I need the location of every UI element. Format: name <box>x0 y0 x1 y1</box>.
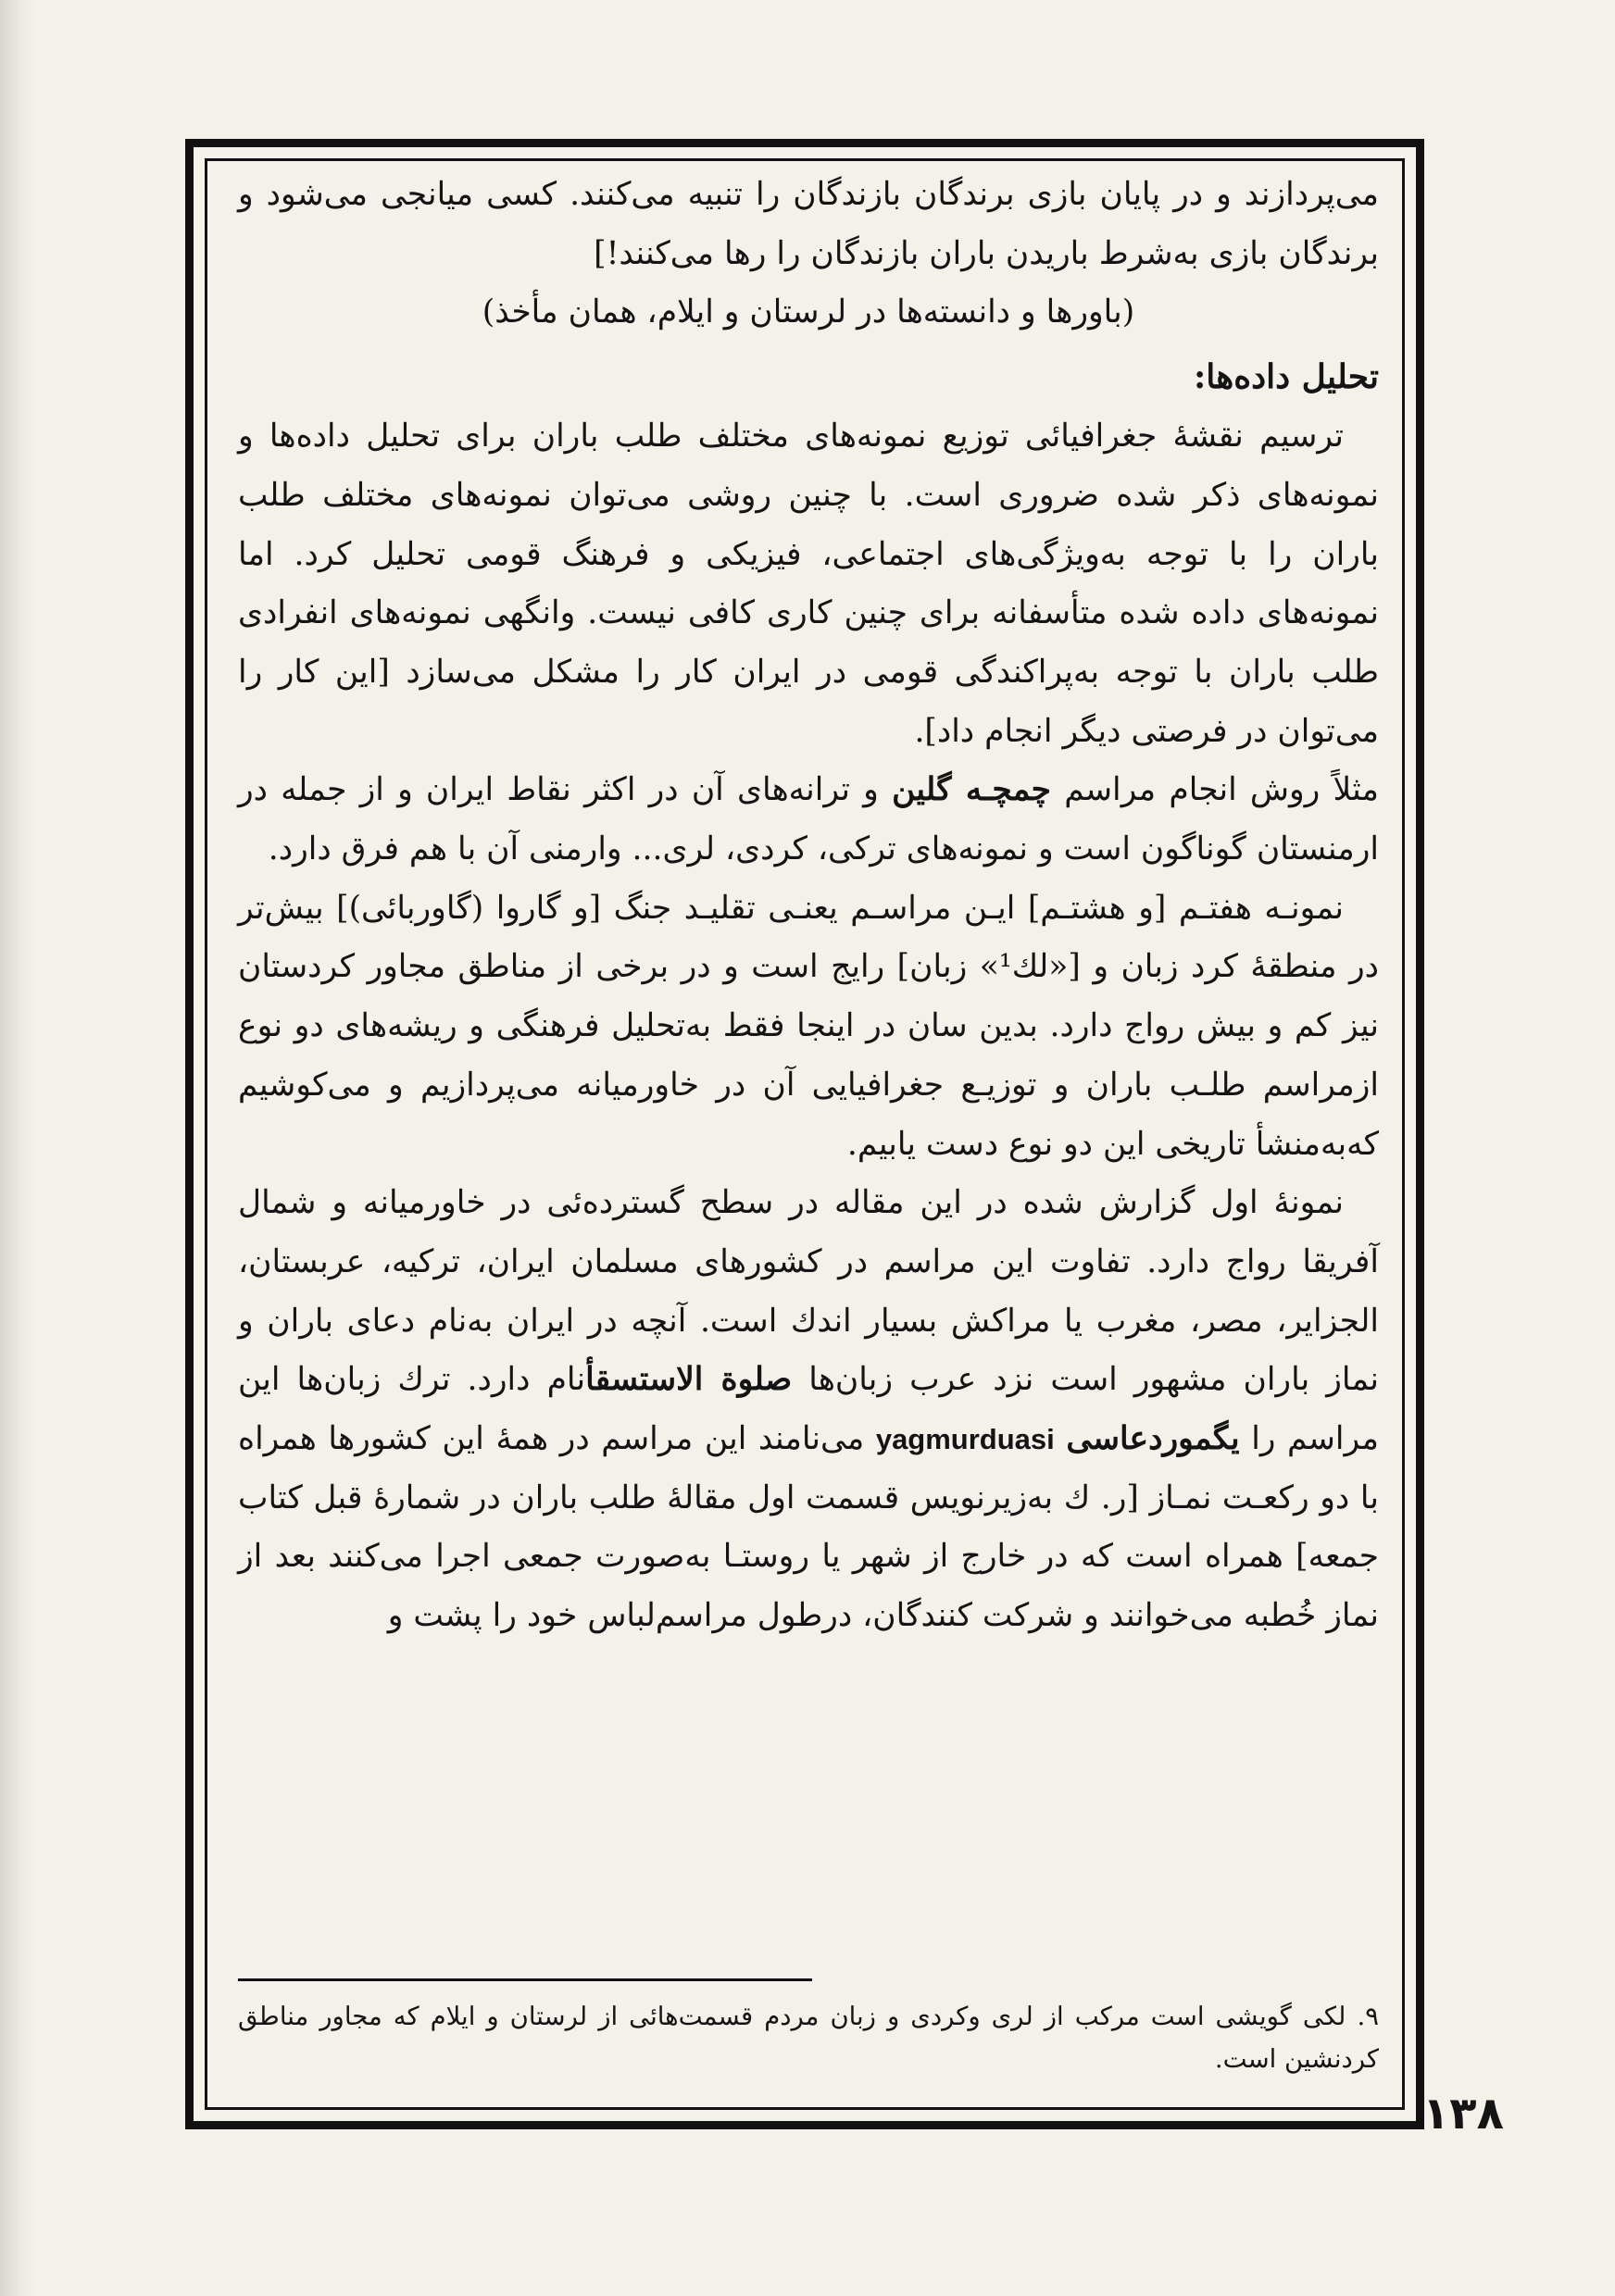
section-heading: تحلیل داده‌ها: <box>1193 357 1379 397</box>
paragraph-example-lead: مثلاً روش انجام مراسم <box>1064 771 1380 809</box>
paragraph-first-sample-rest: می‌نامند این مراسم در همهٔ این کشورها همراه با دو رکعـت نمـاز [ر. ك به‌زیرنویس قسمت اول مقالهٔ طلب باران در شمارهٔ قبل کتاب جمعه] همراه است که در خارج از شهر یا روستـا به‌صورت جمعی اجرا می‌کنند بعد از نماز خُطبه می‌خوانند و شرکت کنندگان، درطول مراسم‌لباس خود را پشت و <box>238 1420 1379 1635</box>
citation: (باورها و دانسته‌ها در لرستان و ایلام، همان مأخذ) <box>482 293 1135 331</box>
page-number: ۱۳۸ <box>1422 2088 1504 2140</box>
bold-term-salat-istisqa: صلوة الاستسقأ <box>585 1361 793 1399</box>
page-edge-shadow <box>0 0 33 2296</box>
paragraph-seventh-sample: نمونـه هفتـم [و هشتـم] ایـن مراسـم یعنـی تقلیـد جنگ [و گاروا (گاوربائی)] بیش‌تر در منطقهٔ کرد زبان و [«لك¹» زبان] رایج است و در برخی از مناطق مجاور کردستان نیز کم و بیش رواج دارد. بدین سان در اینجا فقط به‌تحلیل فرهنگی و ریشه‌های دو نوع ازمراسم طلـب باران و توزیـع جغرافیایی آن در خاورمیانه می‌پردازیم و می‌کوشیم که‌به‌منشأ تاریخی این دو نوع دست یابیم. <box>238 889 1380 1163</box>
paragraph-first-sample <box>238 1174 1379 1646</box>
paragraph-example <box>238 761 1379 879</box>
paragraph-example-rest: و ترانه‌های آن در اکثر نقاط ایران و از جمله در ارمنستان گوناگون است و نمونه‌های ترکی، کردی، لری... وارمنی آن با هم فرق دارد. <box>238 771 1379 868</box>
paragraph-first-sample-lead: نمونهٔ اول گزارش شده در این مقاله در سطح گسترده‌ئی در خاورمیانه و شمال آفریقا رواج دارد. تفاوت این مراسم در کشورهای مسلمان ایران، ترکیه، عربستان، الجزایر، مصر، مغرب یا مراکش بسیار اندك است. آنچه در ایران به‌نام دعای باران و نماز باران مشهور است نزد عرب زبان‌ها <box>238 1184 1379 1399</box>
page-border-frame <box>185 139 1424 2129</box>
footnote: ۹. لکی گویشی است مرکب از لری وکردی و زبان مردم قسمت‌هائی از لرستان و ایلام که مجاور مناطق کردنشین است. <box>238 2002 1379 2074</box>
paragraph-first-sample-mid: نام دارد. ترك زبان‌ها این مراسم را <box>238 1361 1379 1458</box>
page-content <box>238 166 1379 2103</box>
bold-term-turkish: یگموردعاسی <box>1066 1420 1240 1458</box>
paragraph-analysis: ترسیم نقشهٔ جغرافیائی توزیع نمونه‌های مختلف طلب باران برای تحلیل داده‌ها و نمونه‌های ذکر شده ضروری است. با چنین روشی می‌توان نمونه‌های مختلف طلب باران را با توجه به‌ویژگی‌های اجتماعی، فیزیکی و فرهنگ قومی تحلیل کرد. اما نمونه‌های داده شده متأسفانه برای چنین کاری کافی نیست. وانگهی نمونه‌های انفرادی طلب باران با توجه به‌پراکندگی قومی در ایران کار را مشکل می‌سازد [این کار را می‌توان در فرصتی دیگر انجام داد]. <box>238 418 1379 750</box>
paragraph-continuation: می‌پردازند و در پایان بازی برندگان بازندگان را تنبیه می‌کنند. کسی میانجی می‌شود و برندگان بازی به‌شرط باریدن باران بازندگان را رها می‌کنند!] <box>238 176 1379 272</box>
footnote-divider <box>238 1978 812 1981</box>
latin-term-yagmurduasi: yagmurduasi <box>875 1423 1055 1456</box>
bold-term-chamche-galin: چمچـه گلین <box>892 771 1051 809</box>
